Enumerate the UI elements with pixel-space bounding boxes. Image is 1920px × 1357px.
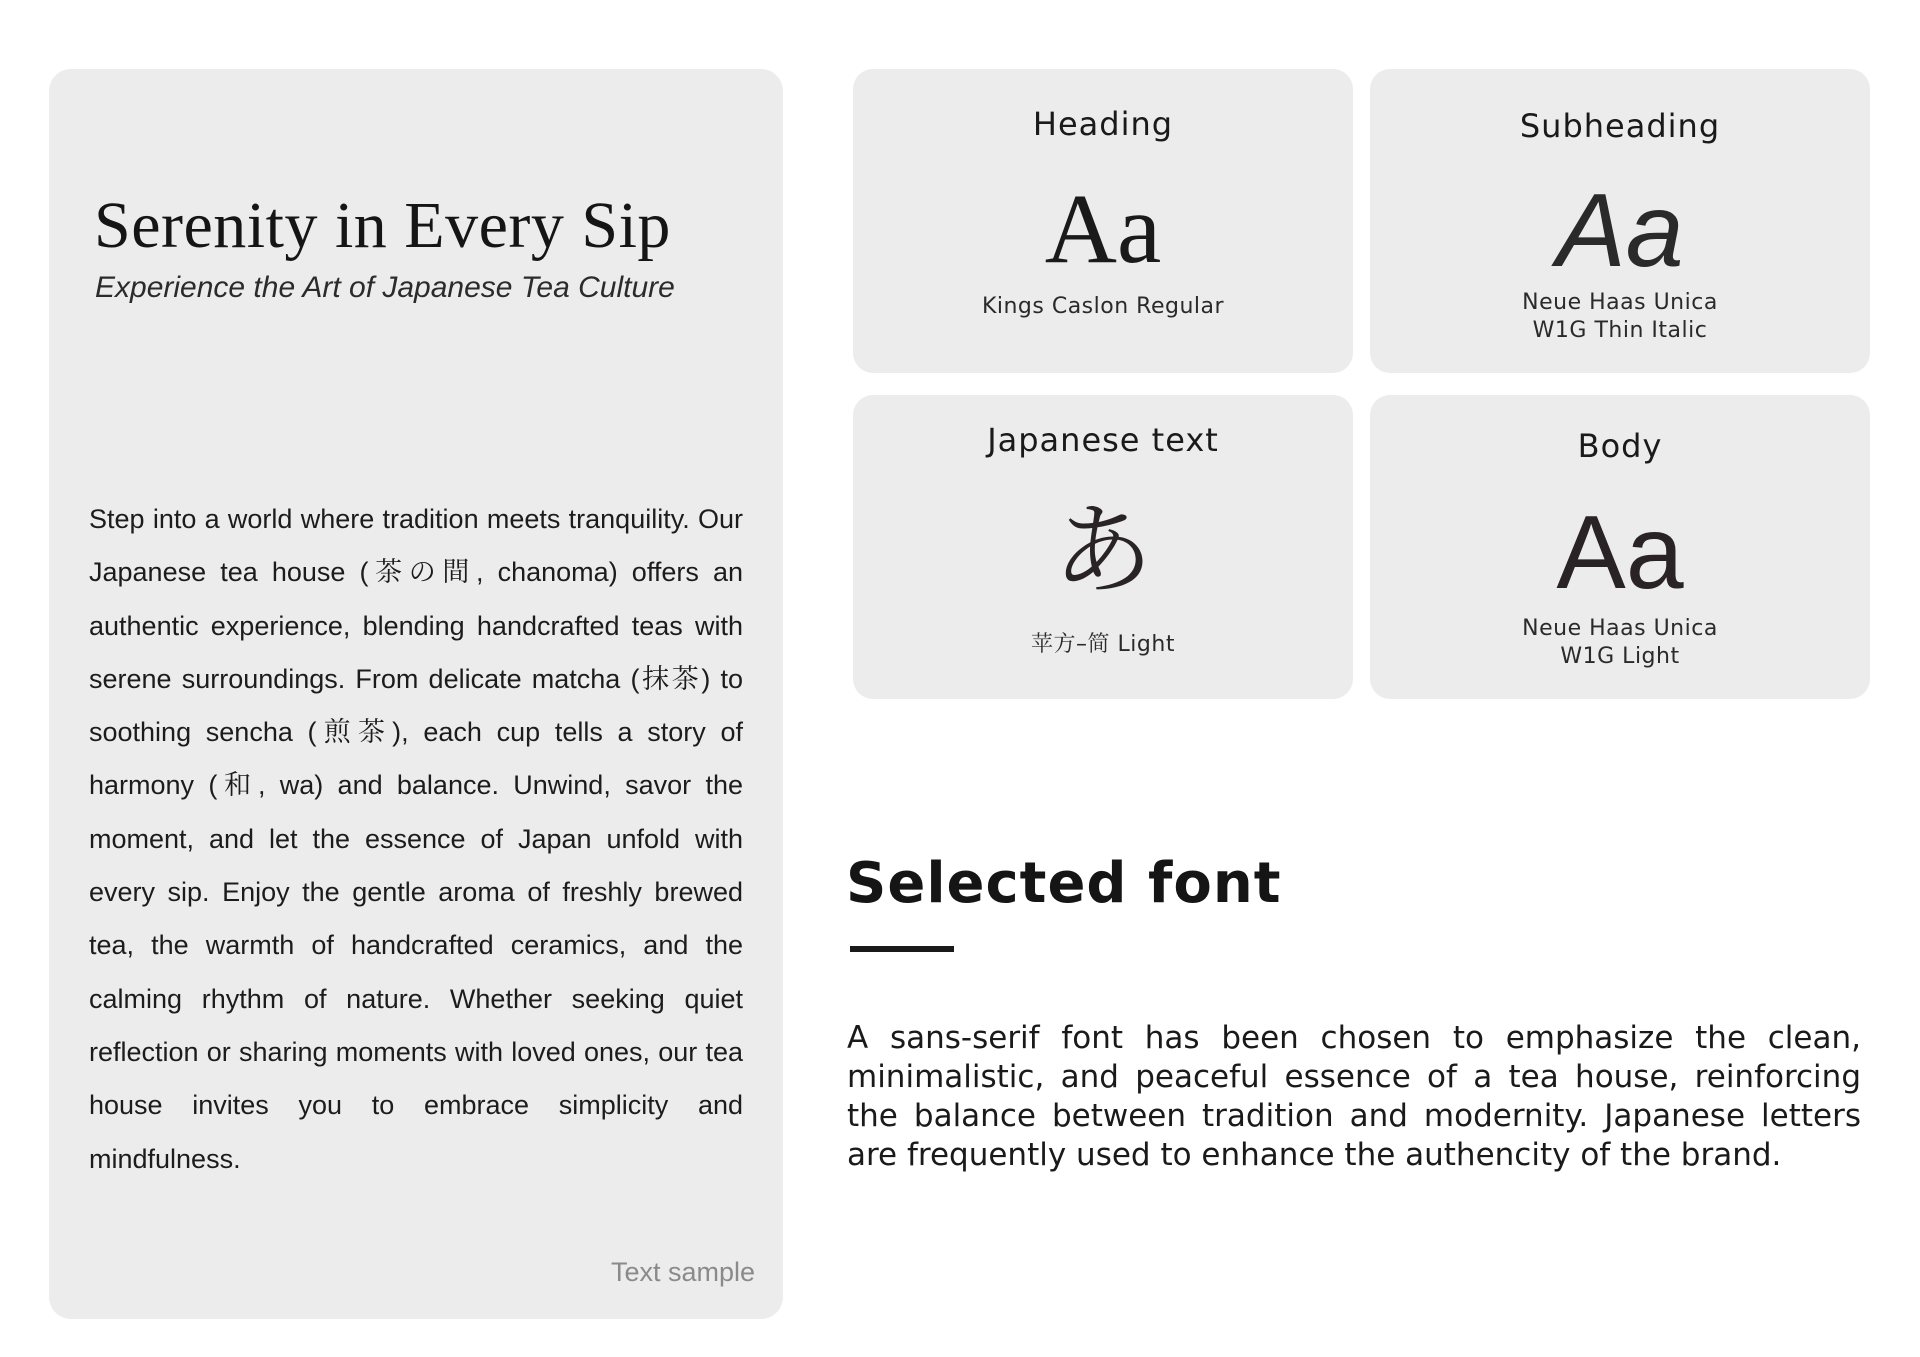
font-card-heading (853, 69, 1353, 373)
font-card-glyph: あ (1053, 492, 1153, 609)
font-card-label: Body (1577, 427, 1663, 465)
sample-subtitle: Experience the Art of Japanese Tea Culture (95, 271, 675, 304)
font-name-line: W1G Thin Italic (1532, 318, 1708, 343)
title-underline-divider (850, 946, 954, 952)
font-card-font-name (1370, 615, 1870, 671)
font-card-label: Heading (1032, 105, 1174, 143)
font-name-line: W1G Light (1560, 644, 1680, 669)
sample-caption: Text sample (610, 1257, 755, 1287)
sample-title: Serenity in Every Sip (94, 189, 671, 262)
font-name-line: Neue Haas Unica (1522, 290, 1718, 315)
font-card-label: Japanese text (987, 421, 1219, 459)
font-card-japanese (853, 395, 1353, 699)
text-sample-card (49, 69, 783, 1319)
font-card-subheading (1370, 69, 1870, 373)
selected-font-title: Selected font (846, 851, 1282, 916)
font-card-glyph: Aa (1556, 173, 1684, 289)
font-name-line: Kings Caslon Regular (981, 294, 1225, 319)
font-card-glyph: Aa (1556, 495, 1684, 611)
font-card-label: Subheading (1519, 107, 1721, 145)
font-card-font-name (853, 293, 1353, 321)
font-name-line: Neue Haas Unica (1522, 616, 1718, 641)
sample-body-text: Step into a world where tradition meets tranquility. Our Japanese tea house (茶の間, chanoma) offers an authentic experience, blending handcrafted teas with serene surroundings. From delicate matcha (抹茶) to soothing sencha (煎茶), each cup tells a story of harmony (和, wa) and balance. Unwind, savor the moment, and let the essence of Japan unfold with every sip. Enjoy the gentle aroma of freshly brewed tea, the warmth of handcrafted ceramics, and the calming rhythm of nature. Whether seeking quiet reflection or sharing moments with loved ones, our tea house invites you to embrace simplicity and mindfulness. (89, 504, 743, 1174)
font-card-glyph: Aa (1044, 173, 1162, 284)
font-card-font-name (1370, 289, 1870, 345)
font-name-line: 苹方–简 Light (1031, 632, 1175, 657)
font-card-body (1370, 395, 1870, 699)
font-card-font-name (853, 631, 1353, 659)
selected-font-description: A sans-serif font has been chosen to emphasize the clean, minimalistic, and peaceful essence of a tea house, reinforcing the balance between tradition and modernity. Japanese letters are frequently used to enhance the authencity of the brand. (847, 1020, 1861, 1173)
